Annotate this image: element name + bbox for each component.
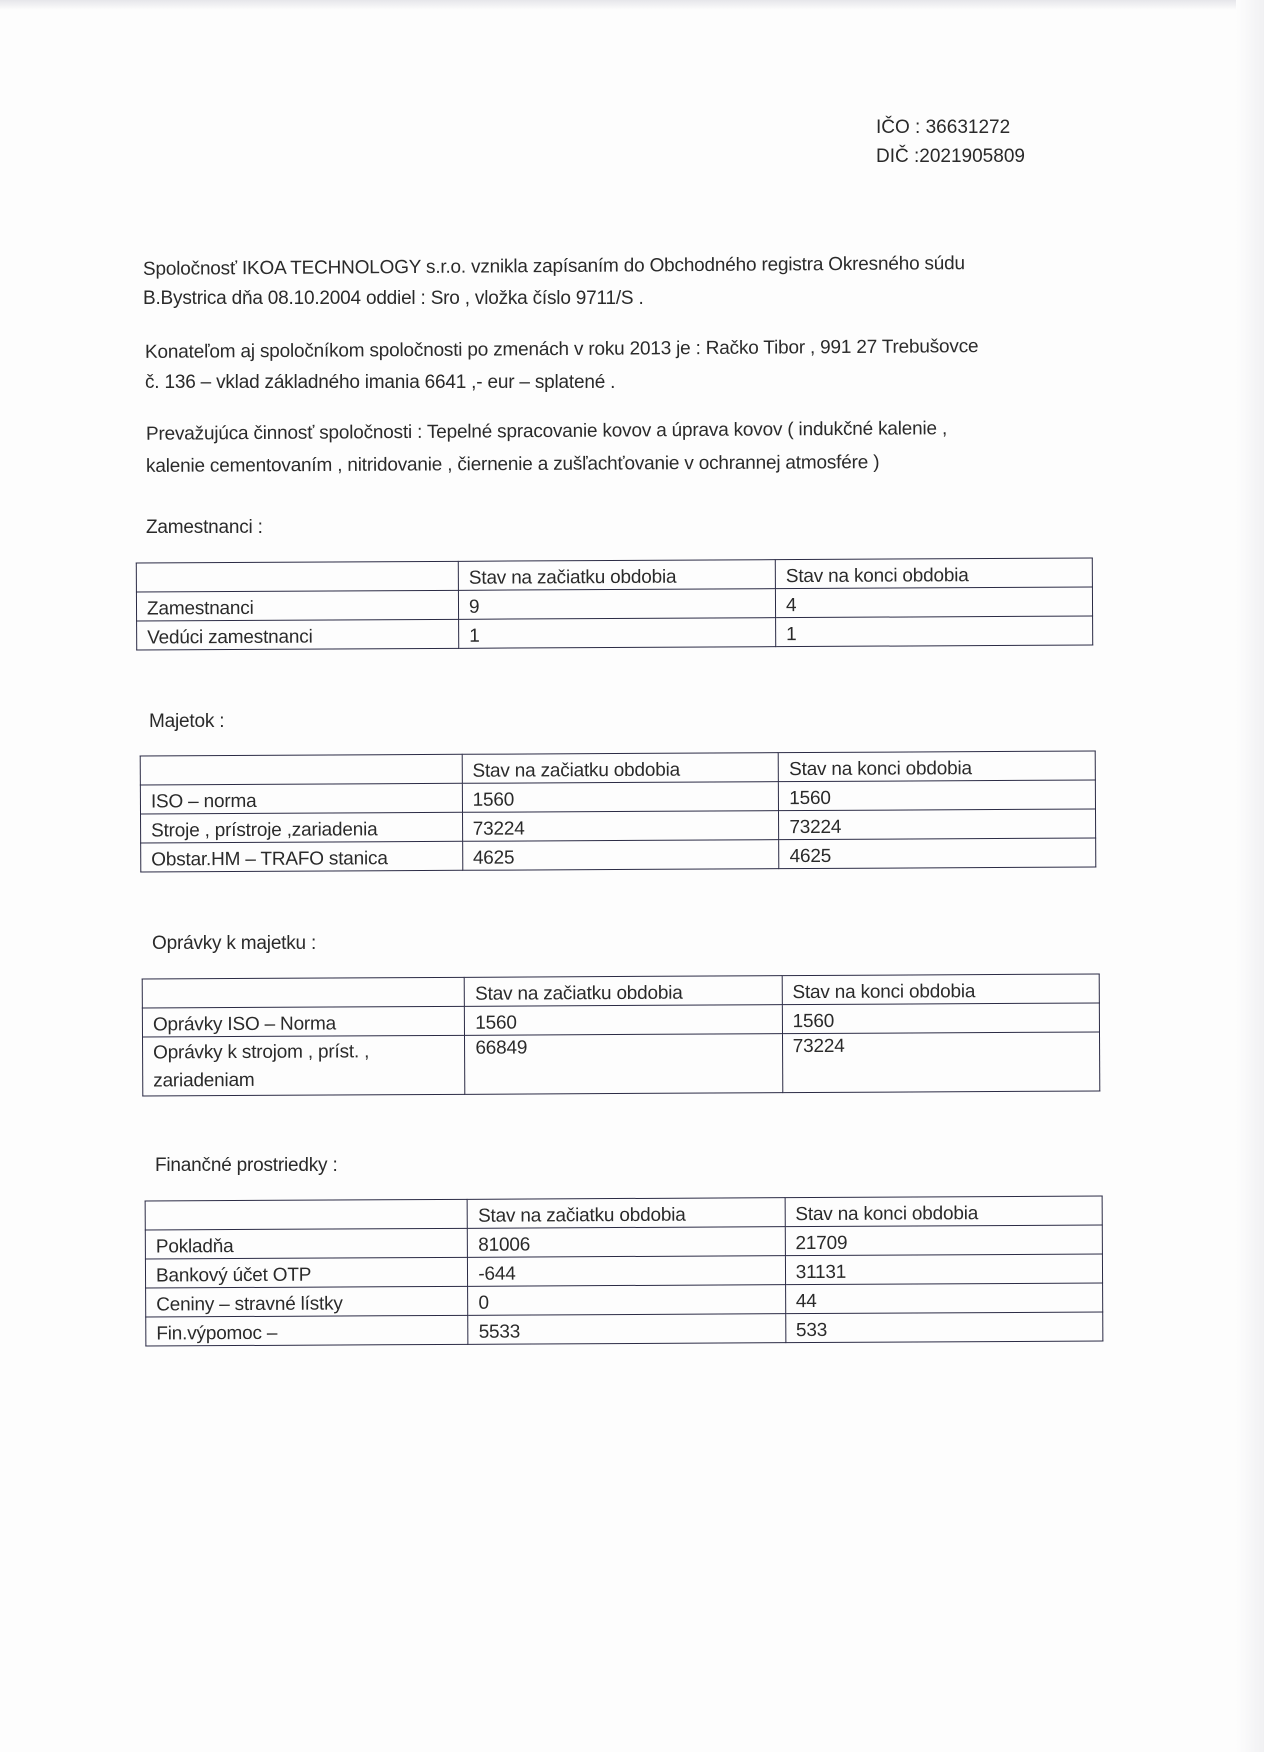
table-row (137, 616, 1093, 650)
start-value: 1560 (465, 1005, 782, 1036)
header-cell: Stav na začiatku obdobia (458, 560, 775, 591)
end-value: 1560 (782, 1003, 1099, 1034)
row-label: Vedúci zamestnanci (137, 619, 459, 650)
depreciation-table (142, 973, 1101, 1096)
row-label: Oprávky k strojom , príst. , zariadeniam (143, 1035, 466, 1096)
paragraph-activity-line1: Prevažujúca činnosť spoločnosti : Tepelné spracovanie kovov a úprava kovov ( indukčné kalenie , (145, 418, 948, 445)
paragraph-registration-line1: Spoločnosť IKOA TECHNOLOGY s.r.o. vznikla zapísaním do Obchodného registra Okresného súdu (142, 253, 965, 280)
section-title-finances: Finančné prostriedky : (155, 1155, 338, 1176)
paragraph-owner-line1: Konateľom aj spoločníkom spoločnosti po zmenách v roku 2013 je : Račko Tibor , 991 27 Trebušovce (144, 336, 979, 363)
section-title-assets: Majetok : (149, 711, 225, 732)
end-value: 1560 (779, 780, 1096, 811)
table-header-row (145, 1196, 1102, 1230)
start-value: 66849 (465, 1034, 783, 1095)
row-label: ISO – norma (140, 783, 462, 814)
start-value: 73224 (462, 811, 779, 842)
paragraph-registration-line2: B.Bystrica dňa 08.10.2004 oddiel : Sro , vložka číslo 9711/S . (143, 288, 644, 309)
row-label: Fin.výpomoc – (146, 1315, 468, 1346)
assets-table (140, 750, 1097, 872)
ico-number: IČO : 36631272 (876, 117, 1011, 138)
start-value: 0 (468, 1285, 785, 1316)
employees-table (136, 557, 1093, 650)
table-row (141, 838, 1096, 872)
row-label: Zamestnanci (136, 590, 458, 621)
start-value: 4625 (462, 840, 779, 871)
header-cell (142, 977, 464, 1008)
header-cell: Stav na konci obdobia (779, 751, 1096, 782)
row-label: Oprávky ISO – Norma (142, 1006, 464, 1037)
finances-table (145, 1195, 1104, 1346)
header-cell: Stav na konci obdobia (775, 558, 1092, 589)
start-value: 1 (459, 618, 776, 649)
end-value: 73224 (782, 1032, 1100, 1093)
company-ids (876, 113, 1025, 171)
start-value: 5533 (468, 1314, 785, 1345)
header-cell: Stav na konci obdobia (785, 1196, 1102, 1227)
start-value: -644 (468, 1256, 785, 1287)
scan-edge (0, 0, 1264, 10)
table-header-row (140, 751, 1095, 785)
scan-edge-right (1236, 0, 1264, 1752)
header-cell (136, 561, 458, 592)
table-row (143, 1032, 1100, 1096)
section-title-depreciation: Oprávky k majetku : (152, 933, 317, 954)
section-title-employees: Zamestnanci : (146, 517, 263, 538)
paragraph-activity-line2: kalenie cementovaním , nitridovanie , čiernenie a zušľachťovanie v ochrannej atmosfére ) (145, 452, 880, 477)
header-cell: Stav na začiatku obdobia (467, 1198, 784, 1229)
end-value: 4 (775, 587, 1092, 618)
row-label: Stroje , prístroje ,zariadenia (141, 812, 463, 843)
start-value: 81006 (468, 1227, 785, 1258)
start-value: 1560 (462, 782, 779, 813)
end-value: 31131 (785, 1254, 1102, 1285)
end-value: 73224 (779, 809, 1096, 840)
dic-number: DIČ :2021905809 (876, 146, 1025, 167)
row-label: Obstar.HM – TRAFO stanica (141, 841, 463, 872)
table-header-row (136, 558, 1092, 592)
paragraph-owner-line2: č. 136 – vklad základného imania 6641 ,- eur – splatené . (145, 372, 616, 393)
end-value: 1 (776, 616, 1093, 647)
header-cell: Stav na začiatku obdobia (462, 753, 779, 784)
header-cell: Stav na začiatku obdobia (465, 976, 782, 1007)
end-value: 44 (785, 1283, 1102, 1314)
row-label: Pokladňa (145, 1228, 467, 1259)
end-value: 21709 (785, 1225, 1102, 1256)
table-row (146, 1312, 1103, 1346)
row-label: Bankový účet OTP (145, 1257, 467, 1288)
header-cell (145, 1199, 467, 1230)
end-value: 533 (785, 1312, 1102, 1343)
header-cell: Stav na konci obdobia (782, 974, 1099, 1005)
header-cell (140, 754, 462, 785)
end-value: 4625 (779, 838, 1096, 869)
row-label: Ceniny – stravné lístky (146, 1286, 468, 1317)
table-header-row (142, 974, 1099, 1008)
start-value: 9 (458, 589, 775, 620)
